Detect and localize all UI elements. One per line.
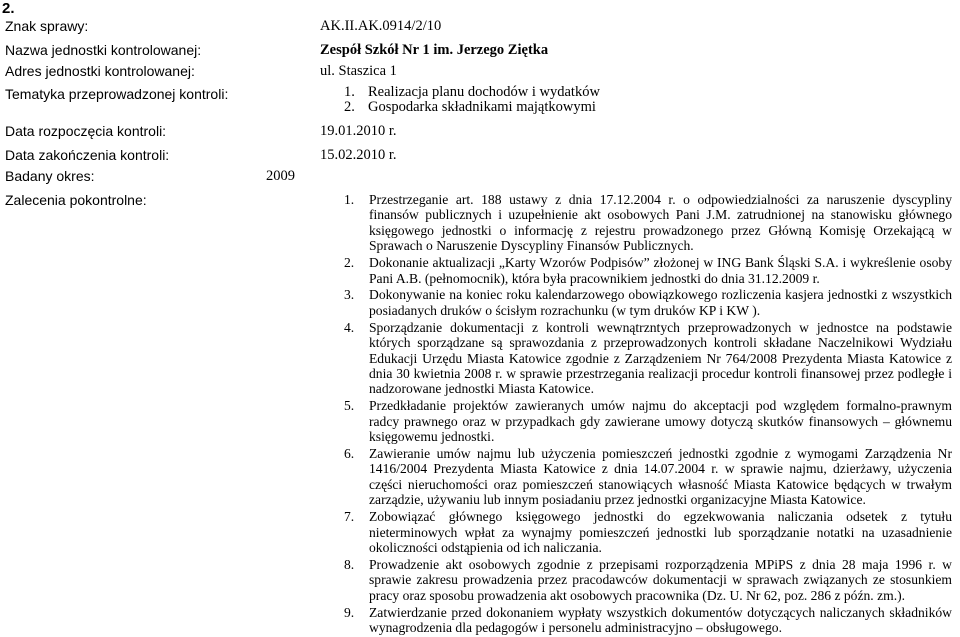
recommendation-item xyxy=(344,255,952,286)
period-value: 2009 xyxy=(266,168,295,184)
case-value: AK.II.AK.0914/2/10 xyxy=(320,18,442,34)
period-label: Badany okres: xyxy=(5,168,95,184)
topic-number: 2. xyxy=(344,99,355,115)
end-date-label: Data zakończenia kontroli: xyxy=(5,147,170,163)
item-text: Prowadzenie akt osobowych zgodnie z przepisami rozporządzenia MPiPS z dnia 28 maja 1996 r. w sprawie zakresu prowadzenia przez pracodawców dokumentacji w sprawach związanych ze stosunkiem pracy oraz sposobu prowadzenia akt osobowych pracownika (Dz. U. Nr 62, poz. 286 z późn. zm.). xyxy=(369,556,952,603)
item-text: Przestrzeganie art. 188 ustawy z dnia 17.12.2004 r. o odpowiedzialności za naruszenie dyscypliny finansów publicznych i uzupełnienie akt osobowych Pani J.M. zatrudnionej na stanowisku głównego księgowego jednostki o informację z rejestru prowadzonego przez Główną Komisję Orzekającą w Sprawach o Naruszenie Dyscypliny Finansów Publicznych. xyxy=(369,192,952,254)
item-number: 7. xyxy=(344,509,355,525)
item-number: 5. xyxy=(344,398,355,414)
unit-name-label: Nazwa jednostki kontrolowanej: xyxy=(5,42,202,58)
item-number: 4. xyxy=(344,319,355,335)
recommendations-list xyxy=(344,192,952,637)
section-number: 2. xyxy=(2,0,15,17)
end-date-value: 15.02.2010 r. xyxy=(320,147,397,163)
recommendation-item xyxy=(344,320,952,397)
recommendation-item xyxy=(344,446,952,508)
unit-address-label: Adres jednostki kontrolowanej: xyxy=(5,63,195,79)
item-text: Zatwierdzanie przed dokonaniem wypłaty wszystkich dokumentów dotyczących naliczanych składników wynagrodzenia dla pedagogów i personelu administracyjno – obsługowego. xyxy=(369,604,952,635)
recommendation-item xyxy=(344,398,952,444)
item-number: 9. xyxy=(344,604,355,620)
topic-item-2 xyxy=(344,99,596,116)
item-number: 6. xyxy=(344,446,355,461)
topic-text: Gospodarka składnikami majątkowymi xyxy=(368,99,596,115)
case-label: Znak sprawy: xyxy=(5,18,89,34)
item-number: 8. xyxy=(344,556,355,572)
item-text: Zobowiązać głównego księgowego jednostki do egzekwowania naliczania odsetek z tytułu nieterminowych wpłat za wynajmy pomieszczeń jednostki lub sporządzanie notatki na uzasadnienie okoliczności odstąpienia od ich naliczania. xyxy=(369,509,952,555)
item-number: 1. xyxy=(344,192,355,207)
topics-label: Tematyka przeprowadzonej kontroli: xyxy=(5,86,229,102)
recommendation-item xyxy=(344,287,952,318)
recommendation-item xyxy=(344,509,952,555)
item-number: 2. xyxy=(344,255,355,271)
item-text: Sporządzanie dokumentacji z kontroli wewnątrzntych przeprowadzonych w jednostce na podstawie których sporządzane są sprawozdania z przeprowadzonych kontroli składane Naczelnikowi Wydziału Edukacji Urzędu Miasta Katowice zgodnie z Zarządzeniem Nr 764/2008 Prezydenta Miasta Katowice z dnia 30 kwietnia 2008 r. w sprawie przestrzegania realizacji procedur kontroli finansowej przez podległe i nadzorowane jednostki Miasta Katowice. xyxy=(369,319,952,397)
start-date-value: 19.01.2010 r. xyxy=(320,123,397,139)
topic-number: 1. xyxy=(344,84,355,100)
unit-address-value: ul. Staszica 1 xyxy=(320,63,397,79)
recommendation-item xyxy=(344,557,952,603)
recommendations-label: Zalecenia pokontrolne: xyxy=(5,192,147,208)
topic-text: Realizacja planu dochodów i wydatków xyxy=(368,84,600,100)
item-text: Dokonywanie na koniec roku kalendarzowego obowiązkowego rozliczenia kasjera jednostki z wszystkich posiadanych druków o ścisłym rozrachunku (w tym druków KP i KW ). xyxy=(369,287,952,318)
item-text: Zawieranie umów najmu lub użyczenia pomieszczeń jednostki zgodnie z wymogami Zarządzenia Nr 1416/2004 Prezydenta Miasta Katowice z dnia 14.07.2004 r. w sprawie najmu, dzierżawy, użyczenia części nieruchomości oraz pomieszczeń stanowiących własność Miasta Katowice będących w trwałym zarządzie, używaniu lub innym posiadaniu przez jednostki organizacyjne Miasta Katowice. xyxy=(369,446,952,508)
item-number: 3. xyxy=(344,287,355,303)
unit-name-value: Zespół Szkół Nr 1 im. Jerzego Ziętka xyxy=(320,42,549,58)
item-text: Przedkładanie projektów zawieranych umów najmu do akceptacji pod względem formalno-prawnym radcy prawnego oraz w przypadkach gdy zawierane umowy dotyczą skutków finansowych – głównemu księgowemu jednostki. xyxy=(369,398,952,445)
start-date-label: Data rozpoczęcia kontroli: xyxy=(5,123,167,139)
recommendation-item xyxy=(344,192,952,254)
item-text: Dokonanie aktualizacji „Karty Wzorów Podpisów” złożonej w ING Bank Śląski S.A. i wykreślenie osoby Pani A.B. (pełnomocnik), która była pracownikiem jednostki do dnia 31.12.2009 r. xyxy=(369,255,952,286)
